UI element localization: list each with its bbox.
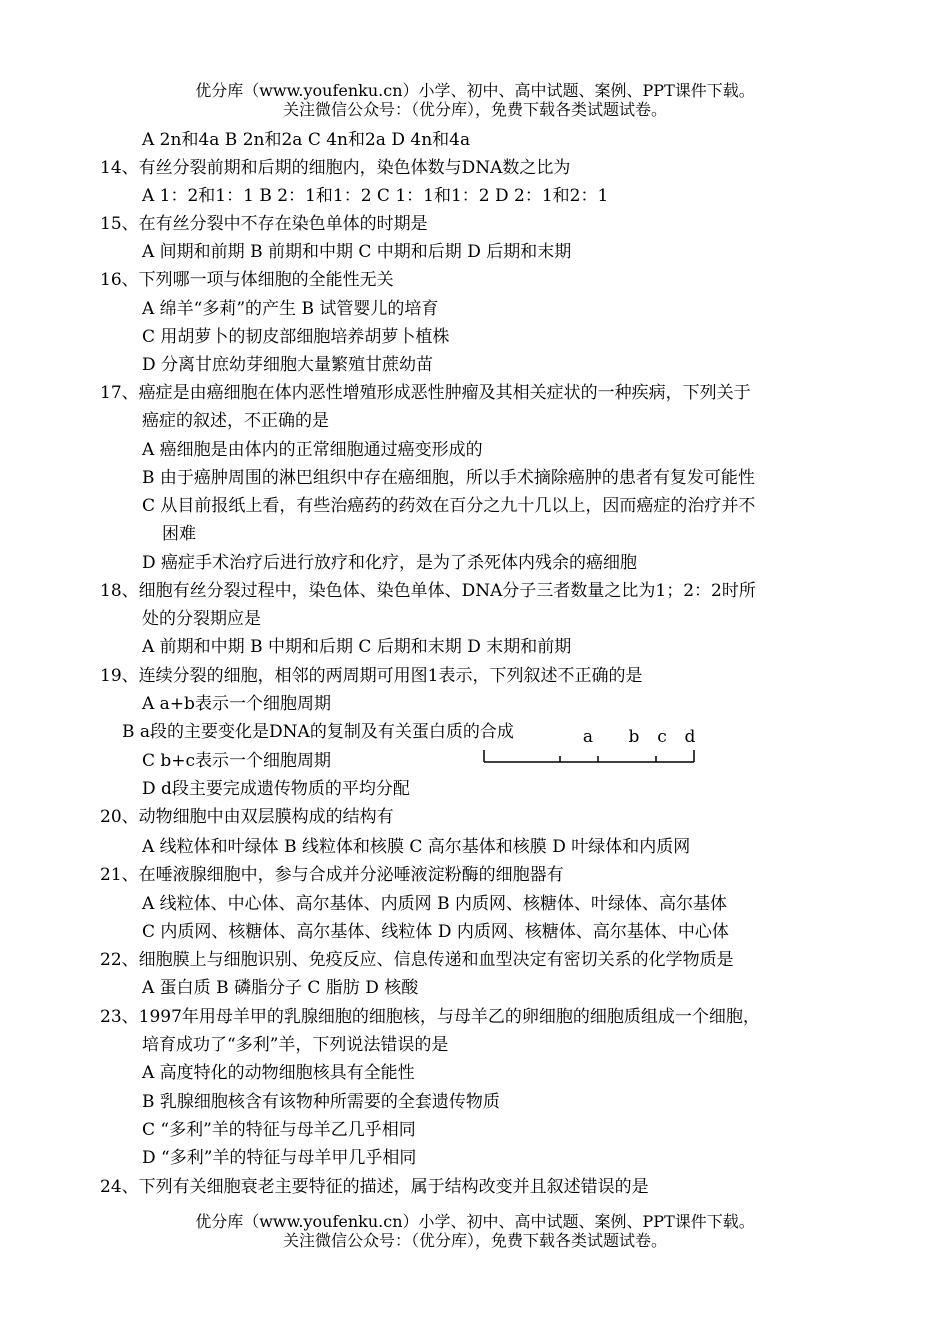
q18-options: A 前期和中期 B 中期和后期 C 后期和末期 D 末期和前期 [142, 637, 572, 657]
segment-label-d: d [684, 727, 696, 747]
q17-option-a: A 癌细胞是由体内的正常细胞通过癌变形成的 [142, 440, 483, 460]
page-header-line-1: 优分库（www.youfenku.cn）小学、初中、高中试题、案例、PPT课件下载。 [195, 81, 755, 100]
q23-stem-cont: 培育成功了“多利”羊，下列说法错误的是 [142, 1035, 449, 1055]
q18-stem: 18、细胞有丝分裂过程中，染色体、染色单体、DNA分子三者数量之比为1；2：2时所 [100, 581, 756, 601]
q17-option-b: B 由于癌肿周围的淋巴组织中存在癌细胞，所以手术摘除癌肿的患者有复发可能性 [142, 468, 755, 488]
q21-stem: 21、在唾液腺细胞中，参与合成并分泌唾液淀粉酶的细胞器有 [100, 865, 564, 885]
q19-option-b: B a段的主要变化是DNA的复制及有关蛋白质的合成 [122, 722, 514, 742]
q22-stem: 22、细胞膜上与细胞识别、免疫反应、信息传递和血型决定有密切关系的化学物质是 [100, 950, 734, 970]
q22-options: A 蛋白质 B 磷脂分子 C 脂肪 D 核酸 [142, 978, 419, 998]
q15-options: A 间期和前期 B 前期和中期 C 中期和后期 D 后期和末期 [142, 242, 572, 262]
segment-label-a: a [582, 727, 594, 747]
q17-stem-cont: 癌症的叙述，不正确的是 [142, 411, 329, 431]
q14-stem: 14、有丝分裂前期和后期的细胞内，染色体数与DNA数之比为 [100, 158, 571, 178]
page-footer-line-1: 优分库（www.youfenku.cn）小学、初中、高中试题、案例、PPT课件下载。 [195, 1212, 755, 1231]
q16-option-d: D 分离甘庶幼芽细胞大量繁殖甘蔗幼苗 [142, 355, 434, 375]
q24-stem: 24、下列有关细胞衰老主要特征的描述，属于结构改变并且叙述错误的是 [100, 1177, 649, 1197]
q14-options: A 1：2和1：1 B 2：1和1：2 C 1：1和1：2 D 2：1和2：1 [142, 186, 609, 206]
segment-label-c: c [657, 727, 667, 747]
q23-option-c: C “多利”羊的特征与母羊乙几乎相同 [142, 1120, 416, 1140]
q16-stem: 16、下列哪一项与体细胞的全能性无关 [100, 270, 394, 290]
q17-option-c-cont: 困难 [162, 524, 196, 544]
page-footer-line-2: 关注微信公众号：（优分库），免费下载各类试题试卷。 [282, 1231, 667, 1250]
q19-stem: 19、连续分裂的细胞，相邻的两周期可用图1表示，下列叙述不正确的是 [100, 666, 643, 686]
q13-options: A 2n和4a B 2n和2a C 4n和2a D 4n和4a [142, 130, 471, 150]
q18-stem-cont: 处的分裂期应是 [142, 609, 261, 629]
q16-option-ab: A 绵羊“多莉”的产生 B 试管婴儿的培育 [142, 299, 439, 319]
q21-options-cd: C 内质网、核糖体、高尔基体、线粒体 D 内质网、核糖体、高尔基体、中心体 [142, 922, 729, 942]
q23-option-d: D “多利”羊的特征与母羊甲几乎相同 [142, 1148, 417, 1168]
page-header-line-2: 关注微信公众号：（优分库），免费下载各类试题试卷。 [282, 100, 667, 119]
q23-stem: 23、1997年用母羊甲的乳腺细胞的细胞核，与母羊乙的卵细胞的细胞质组成一个细胞， [100, 1007, 760, 1027]
q16-option-c: C 用胡萝卜的韧皮部细胞培养胡萝卜植株 [142, 327, 450, 347]
q19-option-c: C b+c表示一个细胞周期 [142, 751, 332, 771]
q23-option-b: B 乳腺细胞核含有该物种所需要的全套遗传物质 [142, 1092, 500, 1112]
q19-option-a: A a+b表示一个细胞周期 [142, 694, 331, 714]
q20-options: A 线粒体和叶绿体 B 线粒体和核膜 C 高尔基体和核膜 D 叶绿体和内质网 [142, 837, 691, 857]
segment-label-b: b [628, 727, 640, 747]
q21-options-ab: A 线粒体、中心体、高尔基体、内质网 B 内质网、核糖体、叶绿体、高尔基体 [142, 894, 727, 914]
q20-stem: 20、动物细胞中由双层膜构成的结构有 [100, 807, 394, 827]
q15-stem: 15、在有丝分裂中不存在染色单体的时期是 [100, 214, 428, 234]
q17-stem: 17、癌症是由癌细胞在体内恶性增殖形成恶性肿瘤及其相关症状的一种疾病，下列关于 [100, 383, 751, 403]
q17-option-c: C 从目前报纸上看，有些治癌药的药效在百分之九十几以上，因而癌症的治疗并不 [142, 496, 756, 516]
q23-option-a: A 高度特化的动物细胞核具有全能性 [142, 1063, 415, 1083]
q19-option-d: D d段主要完成遗传物质的平均分配 [142, 779, 410, 799]
q17-option-d: D 癌症手术治疗后进行放疗和化疗，是为了杀死体内残余的癌细胞 [142, 553, 638, 573]
cell-cycle-diagram [480, 722, 710, 770]
